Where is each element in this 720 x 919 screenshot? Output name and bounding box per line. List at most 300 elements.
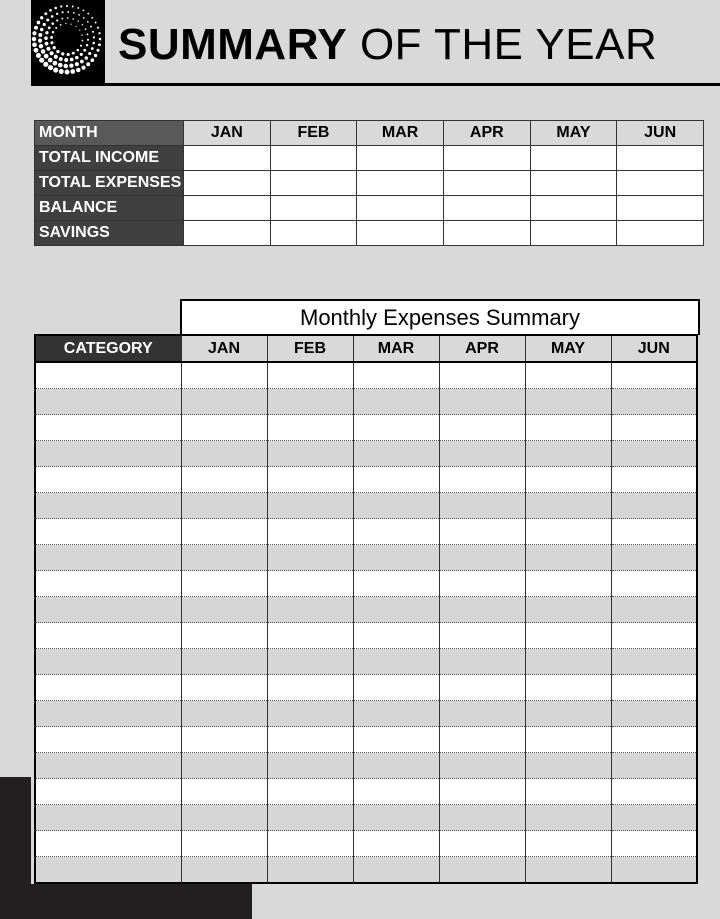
expenses-cell[interactable] xyxy=(525,701,611,727)
expenses-cell[interactable] xyxy=(267,493,353,519)
expenses-cell[interactable] xyxy=(353,831,439,857)
logo-dot xyxy=(92,42,95,45)
expenses-cell[interactable] xyxy=(525,805,611,831)
logo-dot xyxy=(69,63,73,67)
expenses-cell[interactable] xyxy=(181,779,267,805)
logo-dot xyxy=(95,22,97,24)
expenses-category-cell[interactable] xyxy=(35,675,181,701)
logo-dot xyxy=(71,23,72,24)
summary-row-label: TOTAL EXPENSES xyxy=(35,171,184,196)
expenses-cell[interactable] xyxy=(353,753,439,779)
expenses-row xyxy=(35,675,697,701)
logo-dot xyxy=(36,53,41,58)
expenses-cell[interactable] xyxy=(181,727,267,753)
expenses-row xyxy=(35,519,697,545)
expenses-cell[interactable] xyxy=(353,519,439,545)
expenses-cell[interactable] xyxy=(267,545,353,571)
expenses-cell[interactable] xyxy=(267,467,353,493)
expenses-cell[interactable] xyxy=(267,753,353,779)
expenses-row xyxy=(35,441,697,467)
logo-dot xyxy=(90,58,94,62)
expenses-cell[interactable] xyxy=(181,441,267,467)
summary-cell[interactable] xyxy=(530,221,617,246)
expenses-cell[interactable] xyxy=(525,857,611,884)
expenses-cell[interactable] xyxy=(525,597,611,623)
summary-month-feb: FEB xyxy=(270,121,357,146)
logo-dot xyxy=(83,17,85,19)
logo-dot xyxy=(80,60,84,64)
logo-dot xyxy=(32,31,36,35)
expenses-cell[interactable] xyxy=(353,545,439,571)
logo-dot xyxy=(81,34,82,35)
summary-cell[interactable] xyxy=(443,196,530,221)
logo-dot xyxy=(72,52,75,55)
logo-dot xyxy=(40,28,44,32)
summary-cell[interactable] xyxy=(617,146,704,171)
expenses-cell[interactable] xyxy=(525,727,611,753)
summary-cell[interactable] xyxy=(357,171,444,196)
summary-month-apr: APR xyxy=(443,121,530,146)
expenses-cell[interactable] xyxy=(611,545,697,571)
logo-dot xyxy=(65,70,70,75)
summary-cell[interactable] xyxy=(617,196,704,221)
logo-dot xyxy=(67,11,69,13)
summary-cell[interactable] xyxy=(530,171,617,196)
logo-dot xyxy=(60,5,62,7)
expenses-cell[interactable] xyxy=(611,441,697,467)
expenses-cell[interactable] xyxy=(525,623,611,649)
summary-header-row xyxy=(35,121,704,146)
expenses-cell[interactable] xyxy=(267,571,353,597)
summary-cell[interactable] xyxy=(184,221,271,246)
expenses-category-cell[interactable] xyxy=(35,727,181,753)
logo-dot xyxy=(75,56,78,59)
summary-cell[interactable] xyxy=(443,171,530,196)
expenses-category-cell[interactable] xyxy=(35,467,181,493)
expenses-cell[interactable] xyxy=(181,467,267,493)
summary-month-jan: JAN xyxy=(184,121,271,146)
summary-row xyxy=(35,221,704,246)
expenses-category-cell[interactable] xyxy=(35,701,181,727)
expenses-table xyxy=(34,334,698,884)
summary-month-mar: MAR xyxy=(357,121,444,146)
logo-dot xyxy=(67,17,69,19)
income-summary-table xyxy=(34,120,704,246)
expenses-title: Monthly Expenses Summary xyxy=(180,299,700,335)
summary-cell[interactable] xyxy=(184,196,271,221)
expenses-cell[interactable] xyxy=(353,701,439,727)
logo-dot xyxy=(86,44,88,46)
expenses-category-cell[interactable] xyxy=(35,597,181,623)
expenses-cell[interactable] xyxy=(267,779,353,805)
expenses-category-cell[interactable] xyxy=(35,519,181,545)
logo-dot xyxy=(50,41,53,44)
expenses-cell[interactable] xyxy=(611,805,697,831)
logo-dot xyxy=(37,21,41,25)
logo-dot xyxy=(45,42,49,46)
summary-cell[interactable] xyxy=(357,146,444,171)
expenses-cell[interactable] xyxy=(525,519,611,545)
logo-dot xyxy=(87,21,89,23)
decorative-footer-bar xyxy=(0,884,252,919)
summary-row xyxy=(35,171,704,196)
page-title-rest: OF THE YEAR xyxy=(359,20,658,69)
logo-dot xyxy=(32,37,36,41)
expenses-row xyxy=(35,623,697,649)
logo-dot xyxy=(43,62,48,67)
expenses-row xyxy=(35,467,697,493)
expenses-row xyxy=(35,701,697,727)
expenses-row xyxy=(35,753,697,779)
expenses-cell[interactable] xyxy=(267,389,353,415)
summary-cell[interactable] xyxy=(357,221,444,246)
logo-dot xyxy=(44,12,47,15)
logo-dot xyxy=(56,13,58,15)
logo-dot xyxy=(60,24,62,26)
logo-dot xyxy=(80,53,83,56)
expenses-cell[interactable] xyxy=(353,805,439,831)
logo-dot xyxy=(87,33,89,35)
logo-dot xyxy=(70,69,75,74)
expenses-row xyxy=(35,571,697,597)
expenses-cell[interactable] xyxy=(439,701,525,727)
logo-dot xyxy=(83,49,86,52)
expenses-cell[interactable] xyxy=(353,727,439,753)
expenses-cell[interactable] xyxy=(525,649,611,675)
expenses-cell[interactable] xyxy=(181,831,267,857)
expenses-category-cell[interactable] xyxy=(35,779,181,805)
expenses-cell[interactable] xyxy=(267,415,353,441)
logo-dot xyxy=(64,58,68,62)
summary-cell[interactable] xyxy=(443,146,530,171)
expenses-cell[interactable] xyxy=(353,779,439,805)
category-header: CATEGORY xyxy=(35,335,181,362)
expenses-cell[interactable] xyxy=(611,415,697,441)
expenses-cell[interactable] xyxy=(267,701,353,727)
expenses-cell[interactable] xyxy=(525,753,611,779)
summary-cell[interactable] xyxy=(617,221,704,246)
expenses-cell[interactable] xyxy=(353,493,439,519)
logo-dot xyxy=(34,48,39,53)
expenses-cell[interactable] xyxy=(353,649,439,675)
logo-dot xyxy=(52,31,54,33)
logo-dot xyxy=(38,39,42,43)
page-title xyxy=(118,18,657,72)
logo-dot xyxy=(41,49,46,54)
expenses-cell[interactable] xyxy=(439,597,525,623)
expenses-cell[interactable] xyxy=(439,467,525,493)
expenses-cell[interactable] xyxy=(611,597,697,623)
expenses-row xyxy=(35,415,697,441)
expenses-cell[interactable] xyxy=(611,571,697,597)
expenses-category-cell[interactable] xyxy=(35,805,181,831)
logo-dot xyxy=(91,47,94,50)
expenses-cell[interactable] xyxy=(611,701,697,727)
expenses-cell[interactable] xyxy=(267,675,353,701)
expenses-cell[interactable] xyxy=(267,623,353,649)
logo-dot xyxy=(94,54,97,57)
logo-dot xyxy=(73,12,75,14)
logo-dot xyxy=(48,26,51,29)
summary-cell[interactable] xyxy=(270,221,357,246)
logo-dot xyxy=(65,23,66,24)
expenses-cell[interactable] xyxy=(439,389,525,415)
expenses-cell[interactable] xyxy=(181,415,267,441)
expenses-cell[interactable] xyxy=(611,857,697,884)
expenses-cell[interactable] xyxy=(267,857,353,884)
expenses-cell[interactable] xyxy=(267,597,353,623)
expenses-row xyxy=(35,545,697,571)
expenses-category-cell[interactable] xyxy=(35,649,181,675)
expenses-cell[interactable] xyxy=(439,519,525,545)
expenses-cell[interactable] xyxy=(353,362,439,389)
expenses-cell[interactable] xyxy=(181,753,267,779)
logo-dot xyxy=(53,67,58,72)
summary-row xyxy=(35,196,704,221)
logo-dot xyxy=(64,64,69,69)
expenses-cell[interactable] xyxy=(267,519,353,545)
summary-row-label: BALANCE xyxy=(35,196,184,221)
expenses-cell[interactable] xyxy=(611,362,697,389)
expenses-cell[interactable] xyxy=(181,649,267,675)
expenses-cell[interactable] xyxy=(439,545,525,571)
summary-month-may: MAY xyxy=(530,121,617,146)
logo-dot xyxy=(50,36,53,39)
expenses-row xyxy=(35,779,697,805)
logo-dot xyxy=(75,26,76,27)
expenses-cell[interactable] xyxy=(353,675,439,701)
logo-dot xyxy=(56,50,59,53)
logo-dot xyxy=(79,30,80,31)
logo-dot xyxy=(66,5,68,7)
expenses-cell[interactable] xyxy=(181,571,267,597)
expenses-cell[interactable] xyxy=(439,441,525,467)
expenses-cell[interactable] xyxy=(181,389,267,415)
expenses-month-jan: JAN xyxy=(181,335,267,362)
expenses-cell[interactable] xyxy=(611,519,697,545)
logo-dot xyxy=(34,26,38,30)
expenses-cell[interactable] xyxy=(611,831,697,857)
expenses-cell[interactable] xyxy=(439,649,525,675)
expenses-cell[interactable] xyxy=(611,649,697,675)
expenses-cell[interactable] xyxy=(611,389,697,415)
logo-dot xyxy=(44,54,49,59)
expenses-category-cell[interactable] xyxy=(35,493,181,519)
summary-row-label: TOTAL INCOME xyxy=(35,146,184,171)
logo-dot xyxy=(83,10,85,12)
logo-dot xyxy=(61,18,63,20)
logo-dot xyxy=(32,42,37,47)
logo-dot xyxy=(82,24,84,26)
expenses-month-apr: APR xyxy=(439,335,525,362)
expenses-cell[interactable] xyxy=(267,362,353,389)
logo-dot xyxy=(50,51,54,55)
logo-dot xyxy=(80,45,82,47)
logo-dot xyxy=(86,62,90,66)
expenses-row xyxy=(35,805,697,831)
expenses-cell[interactable] xyxy=(439,623,525,649)
expenses-cell[interactable] xyxy=(611,753,697,779)
expenses-cell[interactable] xyxy=(525,571,611,597)
expenses-cell[interactable] xyxy=(525,831,611,857)
logo-dot xyxy=(59,57,63,61)
logo-dot xyxy=(88,52,91,55)
logo-dot xyxy=(98,43,101,46)
expenses-cell[interactable] xyxy=(267,831,353,857)
expenses-month-feb: FEB xyxy=(267,335,353,362)
expenses-cell[interactable] xyxy=(525,415,611,441)
expenses-cell[interactable] xyxy=(181,493,267,519)
expenses-row xyxy=(35,831,697,857)
expenses-cell[interactable] xyxy=(353,415,439,441)
summary-cell[interactable] xyxy=(270,196,357,221)
expenses-cell[interactable] xyxy=(267,441,353,467)
expenses-row xyxy=(35,649,697,675)
logo-dot xyxy=(75,62,79,66)
expenses-row xyxy=(35,857,697,884)
logo-dot xyxy=(82,40,84,42)
expenses-category-cell[interactable] xyxy=(35,441,181,467)
page-title-bold: SUMMARY xyxy=(118,20,348,69)
expenses-cell[interactable] xyxy=(267,727,353,753)
expenses-category-cell[interactable] xyxy=(35,545,181,571)
summary-cell[interactable] xyxy=(357,196,444,221)
expenses-cell[interactable] xyxy=(439,857,525,884)
expenses-cell[interactable] xyxy=(353,623,439,649)
logo-dot xyxy=(98,32,100,34)
logo-dot xyxy=(77,49,80,52)
expenses-cell[interactable] xyxy=(181,519,267,545)
summary-month-jun: JUN xyxy=(617,121,704,146)
expenses-cell[interactable] xyxy=(439,727,525,753)
expenses-cell[interactable] xyxy=(611,779,697,805)
expenses-category-cell[interactable] xyxy=(35,857,181,884)
summary-cell[interactable] xyxy=(530,196,617,221)
expenses-cell[interactable] xyxy=(611,675,697,701)
expenses-cell[interactable] xyxy=(439,571,525,597)
logo-dot xyxy=(40,16,43,19)
logo-dot xyxy=(53,46,56,49)
expenses-cell[interactable] xyxy=(439,415,525,441)
expenses-cell[interactable] xyxy=(611,467,697,493)
expenses-row xyxy=(35,389,697,415)
expenses-cell[interactable] xyxy=(181,597,267,623)
expenses-cell[interactable] xyxy=(525,545,611,571)
logo-dot xyxy=(91,17,93,19)
expenses-cell[interactable] xyxy=(353,467,439,493)
expenses-cell[interactable] xyxy=(525,779,611,805)
expenses-cell[interactable] xyxy=(439,805,525,831)
logo-dot xyxy=(59,69,64,74)
expenses-category-cell[interactable] xyxy=(35,389,181,415)
expenses-cell[interactable] xyxy=(439,831,525,857)
expenses-cell[interactable] xyxy=(181,805,267,831)
logo-dot xyxy=(54,55,58,59)
expenses-cell[interactable] xyxy=(439,675,525,701)
expenses-cell[interactable] xyxy=(525,675,611,701)
summary-row-label: SAVINGS xyxy=(35,221,184,246)
expenses-cell[interactable] xyxy=(181,701,267,727)
expenses-cell[interactable] xyxy=(525,441,611,467)
expenses-cell[interactable] xyxy=(525,362,611,389)
expenses-cell[interactable] xyxy=(439,493,525,519)
expenses-cell[interactable] xyxy=(353,597,439,623)
expenses-cell[interactable] xyxy=(525,389,611,415)
logo-dot xyxy=(93,36,95,38)
logo-dot xyxy=(39,58,44,63)
expenses-cell[interactable] xyxy=(353,441,439,467)
logo-dot xyxy=(87,39,89,41)
logo-dot xyxy=(54,7,57,10)
logo-dot xyxy=(97,27,99,29)
expenses-cell[interactable] xyxy=(353,857,439,884)
expenses-cell[interactable] xyxy=(611,623,697,649)
expenses-cell[interactable] xyxy=(439,779,525,805)
logo-dot xyxy=(45,31,48,34)
logo-dot xyxy=(67,53,70,56)
expenses-cell[interactable] xyxy=(181,362,267,389)
logo-dot xyxy=(70,58,74,62)
expenses-cell[interactable] xyxy=(439,362,525,389)
logo-dot xyxy=(51,15,54,18)
logo-dot xyxy=(90,26,92,28)
logo-dot xyxy=(96,49,99,52)
expenses-cell[interactable] xyxy=(181,623,267,649)
expenses-row xyxy=(35,362,697,389)
expenses-category-cell[interactable] xyxy=(35,623,181,649)
expenses-cell[interactable] xyxy=(353,389,439,415)
expenses-category-cell[interactable] xyxy=(35,753,181,779)
summary-cell[interactable] xyxy=(270,171,357,196)
expenses-category-cell[interactable] xyxy=(35,831,181,857)
expenses-cell[interactable] xyxy=(439,753,525,779)
logo-dot xyxy=(61,52,64,55)
logo-dot xyxy=(46,47,50,51)
expenses-category-cell[interactable] xyxy=(35,362,181,389)
logo-dot xyxy=(78,14,80,16)
logo-dot xyxy=(43,23,46,26)
expenses-cell[interactable] xyxy=(525,467,611,493)
expenses-row xyxy=(35,597,697,623)
expenses-cell[interactable] xyxy=(525,493,611,519)
logo-dot xyxy=(92,31,94,33)
expenses-cell[interactable] xyxy=(611,727,697,753)
expenses-category-cell[interactable] xyxy=(35,415,181,441)
logo-dot xyxy=(39,44,43,48)
expenses-cell[interactable] xyxy=(267,649,353,675)
expenses-cell[interactable] xyxy=(611,493,697,519)
expenses-category-cell[interactable] xyxy=(35,571,181,597)
logo-dot xyxy=(84,56,88,60)
expenses-cell[interactable] xyxy=(353,571,439,597)
summary-cell[interactable] xyxy=(443,221,530,246)
summary-cell[interactable] xyxy=(270,146,357,171)
logo-dot xyxy=(46,19,49,22)
expenses-cell[interactable] xyxy=(267,805,353,831)
summary-cell[interactable] xyxy=(617,171,704,196)
expenses-cell[interactable] xyxy=(181,675,267,701)
expenses-cell[interactable] xyxy=(181,857,267,884)
logo-dot xyxy=(44,36,48,40)
summary-cell[interactable] xyxy=(184,171,271,196)
logo-dot xyxy=(72,6,74,8)
expenses-cell[interactable] xyxy=(181,545,267,571)
logo-dot xyxy=(85,28,87,30)
summary-cell[interactable] xyxy=(530,146,617,171)
title-underline xyxy=(105,83,720,86)
summary-cell[interactable] xyxy=(184,146,271,171)
summary-row xyxy=(35,146,704,171)
